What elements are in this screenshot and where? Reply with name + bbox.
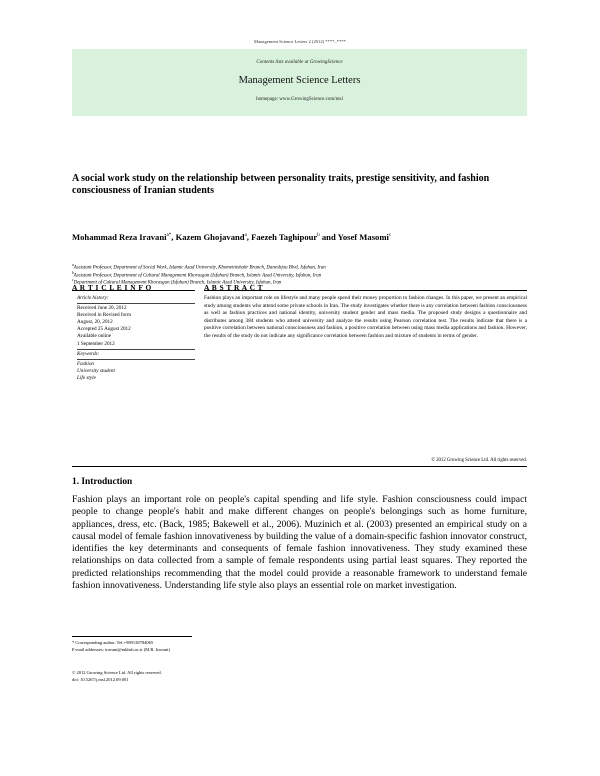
journal-title: Management Science Letters bbox=[238, 75, 361, 86]
divider bbox=[77, 303, 195, 304]
history-line: Received in Revised form bbox=[77, 312, 132, 319]
abstract-text: Fashion plays an important role on lifestyle and many people spend their money proportion to fashion changes. In this paper, we present an empirical study among students who attend some private schools in Iran. The study investigates whether there is any correlation between fashion consciousness as well as fashion practices and national identity, university student gender and mass media. The proposed study designs a questionnaire and distributes among 384 students who attend university and analyze the results using Pearson correlation test. The results indicate that there is a positive correlation between national consciousness and fashion, a positive correlation between using mass media applications and fashion. However, the results of the study do not indicate any significance correlation between fashion and mixture of students in terms of gender. bbox=[204, 295, 527, 339]
history-line: 1 September 2012 bbox=[77, 340, 115, 347]
article-info-heading: A R T I C L E I N F O bbox=[72, 283, 152, 292]
introduction-text: Fashion plays an important role on people's capital spending and life style. Fashion consciousness could impact people to change people's habit and make different changes on people's belongings such as home furniture, appliances, dress, etc. (Back, 1985; Bakewell et al., 2006). Muzinich et al. (2003) presented an empirical study on a causal model of female fashion innovativeness by building the value of a domain-specific fashion innovator construct, identifies the key determinants and consequents of female fashion innovativeness. They study examined these relationships on data collected from a sample of female respondents using partial least squares. They reported the predicted relationships recommending that the model could provide a reasonable framework to understand female fashion innovativeness. Understanding life style also plays an essential role on market investigation. bbox=[72, 494, 527, 592]
author-name: Faezeh Taghipour bbox=[251, 232, 318, 242]
history-label: Article history: bbox=[77, 295, 109, 301]
journal-banner bbox=[72, 49, 527, 116]
footer-copyright: © 2012 Growing Science Ltd. All rights reserved. bbox=[72, 670, 162, 675]
divider bbox=[77, 349, 195, 350]
section-heading: 1. Introduction bbox=[72, 477, 133, 487]
article-info-panel bbox=[77, 295, 195, 382]
history-line: Received June 20, 2012 bbox=[77, 305, 127, 312]
footer-doi: doi: 10.5267/j.msl.2012.09.001 bbox=[72, 677, 129, 682]
keyword: University student bbox=[77, 367, 115, 374]
abstract-heading: A B S T R A C T bbox=[204, 283, 264, 292]
author-name: Kazem Ghojavand bbox=[175, 232, 245, 242]
footnote-divider bbox=[72, 636, 192, 637]
divider bbox=[72, 466, 527, 467]
author-name: Yosef Masomi bbox=[337, 232, 389, 242]
footnote-corresponding: * Corresponding author. Tel:+989138784065 bbox=[72, 640, 154, 645]
keyword: Fashion bbox=[77, 360, 95, 367]
abstract-copyright: © 2012 Growing Science Ltd. All rights reserved. bbox=[431, 458, 527, 463]
contents-line: Contents lists available at GrowingScience bbox=[256, 60, 343, 65]
divider bbox=[72, 290, 195, 291]
affiliation: $^a$Assistant Professor, Department of Social Work, Islamic Azad University, Khomeinishahr Branch, Daneshjou Blvd, Isfahan, Iran bbox=[72, 263, 326, 271]
affiliation: $^b$Assistant Professor, Department of Cultural Management Khorasgan (Isfahan) Branch, Islamic Azad University, Isfahan, Iran bbox=[72, 271, 322, 279]
author-sup: b bbox=[317, 233, 320, 239]
author-sup: a* bbox=[166, 233, 172, 239]
divider bbox=[77, 359, 195, 360]
author-name: Mohammad Reza Iravani bbox=[72, 232, 167, 242]
author-sup: a bbox=[244, 233, 247, 239]
keyword: Life style bbox=[77, 374, 96, 381]
footnote-email: E-mail addresses: iravani@mkhsh.ac.ir (M.R. Iravani) bbox=[72, 647, 170, 652]
affiliation: $^c$Department of Cultural Management Khorasgan (Isfahan) Branch, Islamic Azad University, Isfahan, Iran bbox=[72, 278, 282, 286]
running-citation: Management Science Letters 2 (2012) ****–**** bbox=[254, 39, 346, 44]
history-line: Available online bbox=[77, 333, 112, 340]
article-title: A social work study on the relationship between personality traits, prestige sensitivity, and fashion consciousness of Iranian students bbox=[72, 173, 490, 196]
journal-homepage: homepage: www.GrowingScience.com/msl bbox=[256, 97, 343, 102]
author-sup: c bbox=[388, 233, 392, 239]
author-list: Mohammad Reza Iravani$^{a*}$, Kazem Ghojavand$^a$, Faezeh Taghipour$^b$ and Yosef Masomi$^c$ bbox=[72, 232, 392, 242]
keywords-label: Keywords: bbox=[77, 350, 100, 357]
history-line: August, 20, 2012 bbox=[77, 319, 113, 326]
history-line: Accepted 25 August 2012 bbox=[77, 326, 131, 333]
divider bbox=[204, 290, 527, 291]
